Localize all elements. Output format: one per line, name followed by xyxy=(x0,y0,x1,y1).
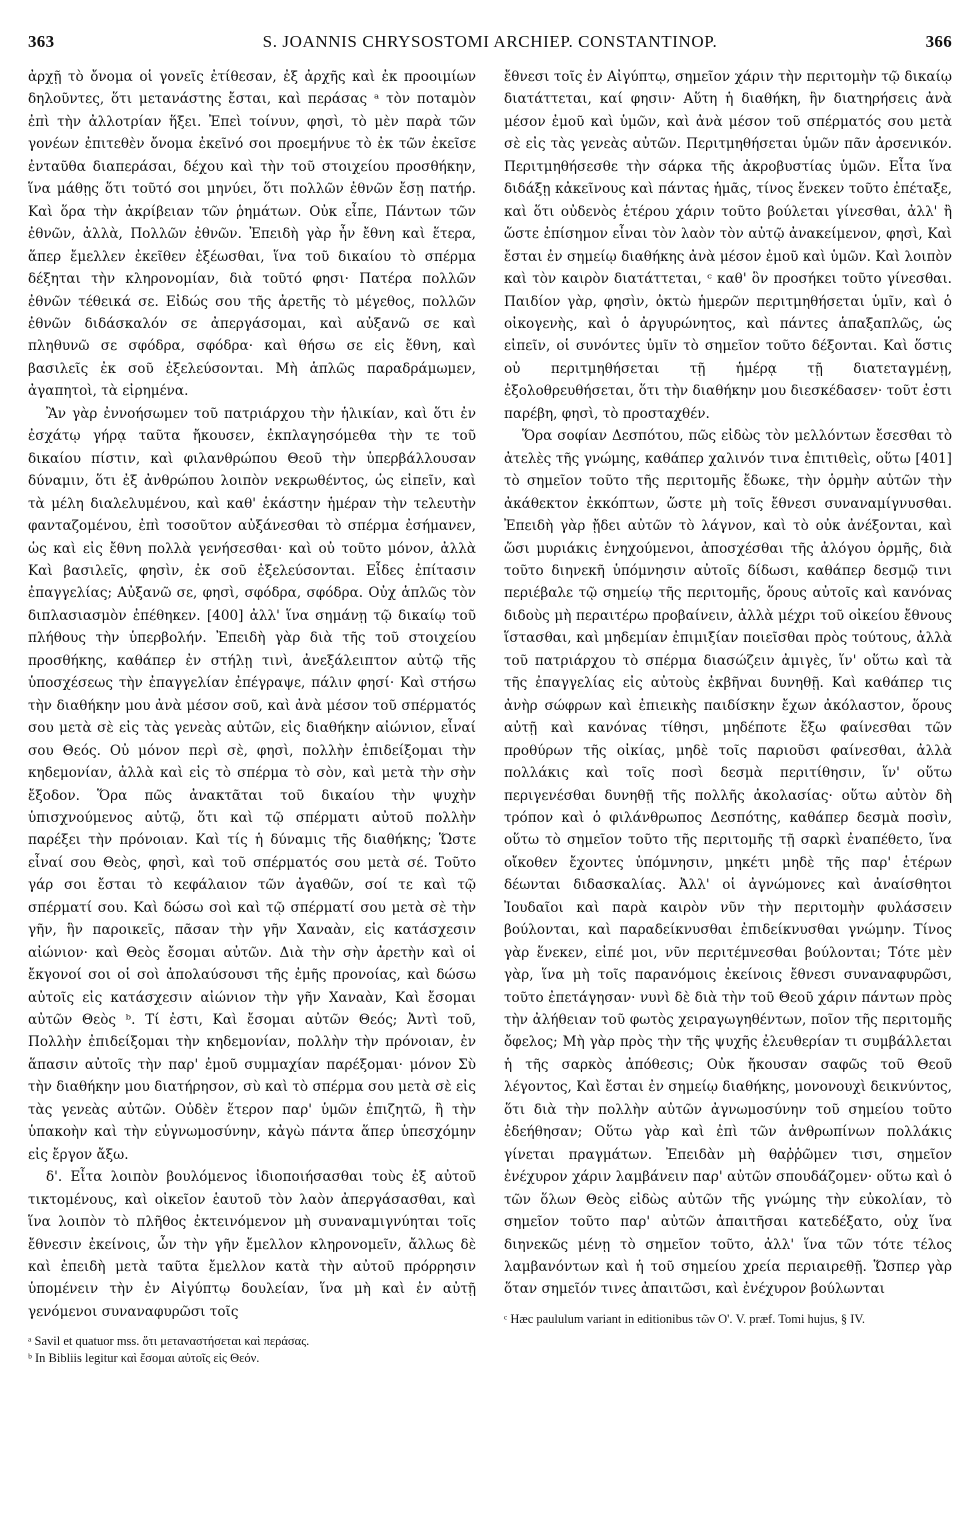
footnote: ᵇ In Bibliis legitur καὶ ἔσομαι αὐτοῖς εἰς Θεόν. xyxy=(28,1351,260,1366)
text-columns xyxy=(28,66,952,1367)
paragraph: Ἂν γὰρ ἐννοήσωμεν τοῦ πατριάρχου τὴν ἡλικίαν, καὶ ὅτι ἐν ἐσχάτῳ γήρᾳ ταῦτα ἤκουσεν, ἐκπλαγησόμεθα τὴν τε τοῦ δικαίου πίστιν, καὶ φιλανθρώπου Θεοῦ τὴν ὑπερβάλλουσαν δύναμιν, ὅτι ἐξ ἀνθρώπου λοιπὸν νεκρωθέντος, ὡς εἰπεῖν, καὶ τὰ μέλη διαλελυμένου, καὶ καθ' ἑκάστην ἡμέραν τὴν τελευτὴν φανταζομένου, ἐπὶ τοσοῦτον αὐξάνεσθαι τὸ σπέρμα ἐσήμανεν, ὡς καὶ εἰς ἔθνη πολλὰ γενήσεσθαι· καὶ οὐ τοῦτο μόνον, ἀλλὰ Καὶ βασιλεῖς, φησὶν, ἐκ σοῦ ἐξελεύσονται. Εἶδες ἐπίτασιν ἐπαγγελίας; Αὐξανῶ σε, φησὶ, σφόδρα, σφόδρα. Οὐχ ἁπλῶς τὸν διπλασιασμὸν ἐπέθηκεν. [400] ἀλλ' ἵνα σημάνῃ τῷ δικαίῳ τοῦ πλήθους τὴν ὑπερβολήν. Ἐπειδὴ γὰρ διὰ τῆς τοῦ στοιχείου προσθήκης, καθάπερ ἐν στήλῃ τινὶ, ἀνεξάλειπτον αὐτῷ τῆς ὑποσχέσεως τὴν ἐπαγγελίαν ἐπέγραψε, πάλιν φησί· Καὶ στήσω τὴν διαθήκην μου ἀνὰ μέσον σοῦ, καὶ ἀνὰ μέσον τοῦ σπέρματός σου μετὰ σὲ εἰς τὰς γενεὰς αὐτῶν, εἰς διαθήκην αἰώνιον, εἶναί σου Θεός. Οὐ μόνον περὶ σὲ, φησὶ, πολλὴν ἐπιδείξομαι τὴν κηδεμονίαν, ἀλλὰ καὶ εἰς τὸ σπέρμα τὸ σὸν, καὶ μετὰ τὴν σὴν ἔξοδον. Ὅρα πῶς ἀνακτᾶται τοῦ δικαίου τὴν ψυχὴν ὑπισχνούμενος αὐτῷ, ὅτι καὶ τῷ σπέρματι αὐτοῦ πολλὴν παρέξει τὴν πρόνοιαν. Καὶ τίς ἡ δύναμις τῆς διαθήκης; Ὥστε εἶναί σου Θεὸς, φησὶ, καὶ τοῦ σπέρματός σου μετὰ σέ. Τοῦτο γάρ σοι ἔσται τὸ κεφάλαιον τῶν ἀγαθῶν, σοί τε καὶ τῷ σπέρματί σου. Καὶ δώσω σοὶ καὶ τῷ σπέρματί σου μετὰ σὲ τὴν γῆν, ἣν παροικεῖς, πᾶσαν τὴν γῆν Χαναὰν, εἰς κατάσχεσιν αἰώνιον· καὶ Θεὸς ἔσομαι αὐτῶν. Διὰ τὴν σὴν ἀρετὴν καὶ οἱ ἔκγονοί σοι οἱ σοὶ ἀπολαύσουσι τῆς ἐμῆς προνοίας, καὶ δώσω αὐτοῖς εἰς κατάσχεσιν αἰώνιον τὴν γῆν Χαναὰν, Καὶ ἔσομαι αὐτῶν Θεὸς ᵇ. Τί ἐστι, Καὶ ἔσομαι αὐτῶν Θεός; Ἀντὶ τοῦ, Πολλὴν ἐπιδείξομαι τὴν κηδεμονίαν, πολλὴν τὴν πρόνοιαν, ἐν ἅπασιν αὐτοῖς τὴν παρ' ἐμοῦ συμμαχίαν παρέξομαι· μόνον Σὺ τὴν διαθήκην μου διατήρησον, σὺ καὶ τὸ σπέρμα σου μετὰ σὲ εἰς τὰς γενεὰς αὐτῶν. Οὐδὲν ἕτερον παρ' ὑμῶν ἐπιζητῶ, ἢ τὴν ὑπακοὴν καὶ τὴν εὐγνωμοσύνην, κἀγὼ πάντα ἅπερ ὑπεσχόμην εἰς ἔργον ἄξω. xyxy=(28,405,476,1163)
right-page-number: 366 xyxy=(925,32,952,51)
footnote: ᵃ Savil et quatuor mss. ὅτι μεταναστήσεται καὶ περάσας. xyxy=(28,1334,310,1349)
left-column xyxy=(28,66,476,1367)
running-header xyxy=(28,32,952,60)
footnotes xyxy=(504,1311,952,1328)
right-column xyxy=(504,66,952,1367)
paragraph: δ'. Εἶτα λοιπὸν βουλόμενος ἰδιοποιήσασθαι τοὺς ἐξ αὐτοῦ τικτομένους, καὶ οἰκεῖον ἑαυτοῦ τὸν λαὸν ἀπεργάσασθαι, καὶ ἵνα λοιπὸν τὸ πλῆθος ἐκτεινόμενον μὴ συναναμιγνύηται τοῖς ἔθνεσιν ἐκείνοις, ὧν τὴν γῆν ἔμελλον κληρονομεῖν, ἄλλως δὲ καὶ ἐπειδὴ μετὰ ταῦτα ἔμελλον κατὰ τὴν αὐτοῦ πρόρρησιν ὑπομένειν τὴν ἐν Αἰγύπτῳ δουλείαν, ἵνα μὴ καὶ ἐν αὐτῇ γενόμενοι συναναφυρῶσι τοῖς xyxy=(28,1169,476,1320)
footnote: ᶜ Hæc paululum variant in editionibus τῶν Ο'. V. præf. Tomi hujus, § IV. xyxy=(504,1311,865,1326)
paragraph: ἔθνεσι τοῖς ἐν Αἰγύπτῳ, σημεῖον χάριν τὴν περιτομὴν τῷ δικαίῳ διατάττεται, καί φησιν· Αὕτη ἡ διαθήκη, ἣν διατηρήσεις ἀνὰ μέσον ἐμοῦ καὶ ὑμῶν, καὶ ἀνὰ μέσον τοῦ σπέρματός σου μετὰ σὲ εἰς τὰς γενεὰς αὐτῶν. Περιτμηθήσεται ὑμῶν πᾶν ἀρσενικόν. Περιτμηθήσεσθε τὴν σάρκα τῆς ἀκροβυστίας ὑμῶν. Εἶτα ἵνα διδάξῃ κἀκεῖνους καὶ πάντας ἡμᾶς, τίνος ἕνεκεν τοῦτο ἐπέταξε, καὶ ὅτι οὐδενὸς ἑτέρου χάριν τοῦτο βούλεται γίνεσθαι, ἀλλ' ἢ ὥστε ἐπίσημον εἶναι τὸν λαὸν τὸν αὐτῷ ἀνακείμενον, φησὶ, Καὶ ἔσται ἐν σημείῳ διαθήκης ἀνὰ μέσον ἐμοῦ καὶ ὑμῶν. Καὶ λοιπὸν καὶ τὸν καιρὸν διατάττεται, ᶜ καθ' ὃν προσήκει τοῦτο γίνεσθαι. Παιδίον γὰρ, φησὶν, ὀκτὼ ἡμερῶν περιτμηθήσεται ὑμῖν, καὶ ὁ οἰκογενὴς, καὶ ὁ ἀργυρώνητος, καὶ πάντες ἁπαξαπλῶς, ὡς εἰπεῖν, οἱ συνόντες ὑμῖν τὸ σημεῖον τοῦτο δέξονται. Καὶ ὅστις οὐ περιτμηθήσεται τῇ ἡμέρᾳ τῇ διατεταγμένῃ, ἐξολοθρευθήσεται, ὅτι τὴν διαθήκην μου διεσκέδασεν· τοῦτ ἐστι παρέβη, φησὶ, τὸ προσταχθέν. xyxy=(504,69,952,422)
paragraph: ἀρχῇ τὸ ὄνομα οἱ γονεῖς ἐτίθεσαν, ἐξ ἀρχῆς καὶ ἐκ προοιμίων δηλοῦντες, ὅτι μετανάστης ἔσται, καὶ περάσας ᵃ τὸν ποταμὸν ἐπὶ τὴν ἀλλοτρίαν ἥξει. Ἐπεὶ τοίνυν, φησὶ, τὸ μὲν παρὰ τῶν γονέων ἐπιτεθὲν ὄνομα ἐκεῖνό σοι προεμήνυε τὸ ἐκ τῶν ἐκεῖσε ἐνταῦθα διαπεράσαι, δέχου καὶ τὴν τοῦ στοιχείου προσθήκην, ἵνα μάθῃς ὅτι τοῦτό σοι μηνύει, ὅτι πολλῶν ἐθνῶν ἔσῃ πατήρ. Καὶ ὅρα τὴν ἀκρίβειαν τῶν ῥημάτων. Οὐκ εἶπε, Πάντων τῶν ἐθνῶν, ἀλλὰ, Πολλῶν ἐθνῶν. Ἐπειδὴ γὰρ ἦν ἔθνη καὶ ἕτερα, ἅπερ ἔμελλεν ἐκεῖθεν ἐξέωσθαι, ἵνα τοῦ δικαίου τὸ σπέρμα δέξηται τὴν κληρονομίαν, διὰ τοῦτό φησι· Πατέρα πολλῶν ἐθνῶν τέθεικά σε. Εἰδώς σου τῆς ἀρετῆς τὸ μέγεθος, πολλῶν ἐθνῶν διδάσκαλόν σε ἀπεργάσομαι, καὶ αὐξανῶ σε καὶ πληθυνῶ σε σφόδρα, σφόδρα· καὶ θήσω σε εἰς ἔθνη, καὶ βασιλεῖς ἐκ σοῦ ἐξελεύσονται. Μὴ ἁπλῶς παραδράμωμεν, ἀγαπητοὶ, τὰ εἰρημένα. xyxy=(28,69,476,400)
paragraph: Ὅρα σοφίαν Δεσπότου, πῶς εἰδὼς τὸν μελλόντων ἔσεσθαι τὸ ἀτελὲς τῆς γνώμης, καθάπερ χαλινόν τινα ἐπιτιθεὶς, οὕτω [401] τὸ σημεῖον τοῦτο τῆς περιτομῆς ἔδωκε, τὴν ὁρμὴν αὐτῶν τὴν ἀκάθεκτον ἐκκόπτων, ὥστε μὴ τοῖς ἔθνεσι συναναμίγνυσθαι. Ἐπειδὴ γὰρ ᾔδει αὐτῶν τὸ λάγνον, καὶ τὸ οὐκ ἀνέξονται, καὶ ὥσι μυριάκις ἐνηχούμενοι, ἀποσχέσθαι τῆς ἀλόγου ὁρμῆς, διὰ τοῦτο διηνεκῆ ὑπόμνησιν αὐτοῖς δίδωσι, καθάπερ δεσμῷ τινι περιέβαλε τῷ σημείῳ τῆς περιτομῆς, ὅρους αὐτοῖς καὶ κανόνας διδοὺς μὴ περαιτέρω προβαίνειν, ἀλλὰ μέχρι τοῦ οἰκείου ἔθνους ἵστασθαι, καὶ μηδεμίαν ἐπιμιξίαν ποιεῖσθαι πρὸς τούτους, ἀλλὰ τοῦ πατριάρχου τὸ σπέρμα διασώζειν ἀμιγὲς, ἵν' οὕτω καὶ τὰ τῆς ἐπαγγελίας εἰς αὐτοὺς ἐκβῆναι δυνηθῇ. Καὶ καθάπερ τις ἀνὴρ σώφρων καὶ ἐπιεικὴς παιδίσκην ἔχων ἀκόλαστον, ὅρους αὐτῇ καὶ κανόνας τίθησι, μηδέποτε ἔξω φαίνεσθαι τῶν προθύρων τῆς οἰκίας, μηδὲ τοῖς παριοῦσι φαίνεσθαι, ἀλλὰ πολλάκις καὶ τοῖς ποσὶ δεσμὰ περιτίθησιν, ἵν' οὕτω περιγενέσθαι δυνηθῇ τῆς πολλῆς ἀκολασίας· οὕτω αὐτὸν δὴ τρόπον καὶ ὁ φιλάνθρωπος Δεσπότης, καθάπερ δεσμὰ ποσὶν, οὕτω τὸ σημεῖον τοῦτο τῆς περιτομῆς τῇ σαρκὶ ἐναπέθετο, ἵνα οἴκοθεν ἔχοντες ὑπόμνησιν, μηκέτι μηδὲ τῆς παρ' ἑτέρων δέωνται διδασκαλίας. Ἀλλ' οἱ ἀγνώμονες καὶ ἀναίσθητοι Ἰουδαῖοι καὶ παρὰ καιρὸν νῦν τὴν περιτομὴν φυλάσσειν βούλονται, καὶ παραδείκνυσθαι ἐπιδείκνυσθαι γνώμην. Τίνος γὰρ ἕνεκεν, εἰπέ μοι, νῦν περιτέμνεσθαι βούλονται; Τότε μὲν γὰρ, ἵνα μὴ τοῖς παρανόμοις ἐκείνοις ἔθνεσι συναναφυρῶσι, τοῦτο ἐπετάγησαν· νυνὶ δὲ διὰ τὴν τοῦ Θεοῦ χάριν πάντων πρὸς τὴν ἀλήθειαν τοῦ φωτὸς χειραγωγηθέντων, ποῖον τῆς περιτομῆς ὄφελος; Μὴ γὰρ πρὸς τὴν τῆς ψυχῆς ἐλευθερίαν τι συμβάλλεται ἡ τῆς σαρκὸς ἀπόθεσις; Οὐκ ἤκουσαν σαφῶς τοῦ Θεοῦ λέγοντος, Καὶ ἔσται ἐν σημείῳ διαθήκης, μονονουχὶ δεικνύντος, ὅτι διὰ τὴν πολλὴν αὐτῶν ἀγνωμοσύνην τοῦ σημείου τοῦτο ἐδεήθησαν; Οὕτω γὰρ καὶ ἐπὶ τῶν ἀνθρωπίνων πολλάκις γίνεται πραγμάτων. Ἐπειδὰν μὴ θαῤῥῶμεν τισι, σημεῖον ἐνέχυρον χάριν λαμβάνειν παρ' αὐτῶν σπουδάζομεν· οὕτω καὶ ὁ τῶν ὅλων Θεὸς εἰδὼς αὐτῶν τῆς γνώμης τὴν εὐκολίαν, τὸ σημεῖον τοῦτο παρ' αὐτῶν ἀπαιτῆσαι κατεδέξατο, οὐχ ἵνα διηνεκῶς μένῃ τὸ σημεῖον τοῦτο, ἀλλ' ἵνα τῶν τότε τέλος λαμβανόντων καὶ ἡ τοῦ σημείου χρεία περιαιρεθῇ. Ὥσπερ γὰρ ὅταν σημεῖόν τινες ἀπαιτῶσι, καὶ ἐνέχυρον βούλωνται xyxy=(504,428,952,1298)
left-page-number: 363 xyxy=(28,32,55,51)
footnotes xyxy=(28,1333,476,1367)
running-title: S. JOANNIS CHRYSOSTOMI ARCHIEP. CONSTANTINOP. xyxy=(262,32,718,51)
